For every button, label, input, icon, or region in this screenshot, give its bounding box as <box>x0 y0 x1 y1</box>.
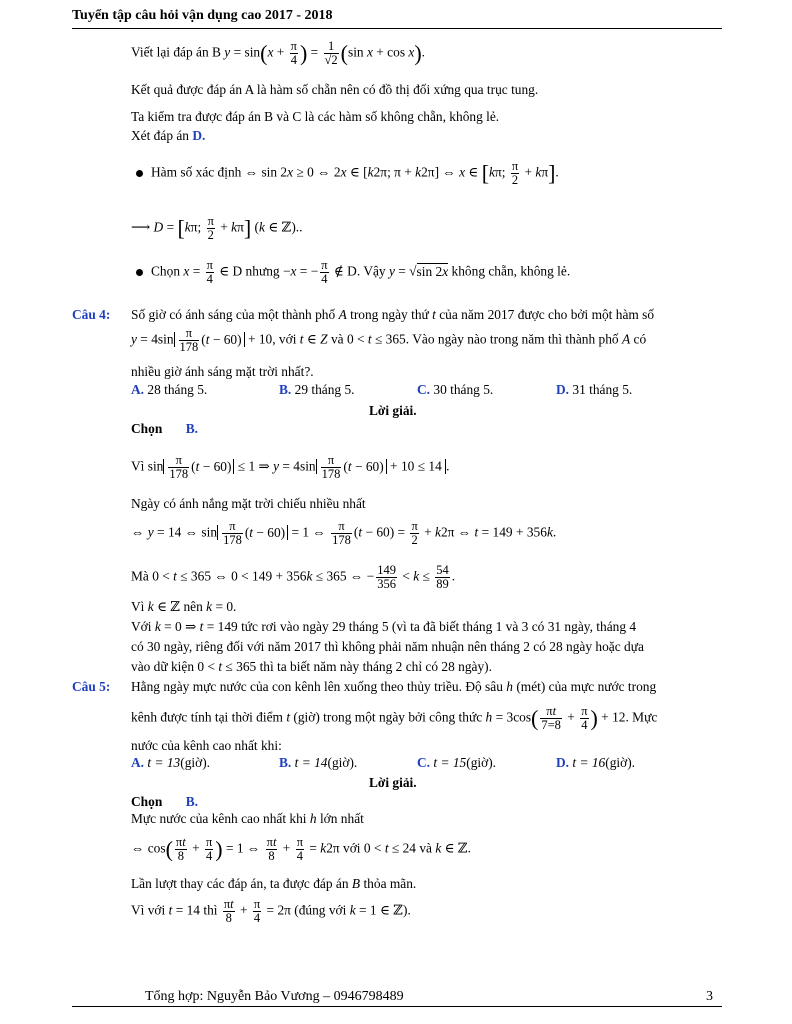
q4-label: Câu 4: <box>72 307 111 322</box>
q4-line3: vào dữ kiện 0 < t ≤ 365 thì ta biết năm này tháng 2 chỉ có 28 ngày). <box>131 659 492 674</box>
footer-author: Tổng hợp: Nguyễn Bảo Vương – 0946798489 <box>145 989 404 1004</box>
q5-eq: ⇔ cos( $\frac{\pi t}{8}$ + $\frac{\pi}{4}$ ) = 1 ⇔ $\frac{\pi t}{8}$ + $\frac{\pi}{4}$ = k2π với 0 < t ≤ 24 và k ∈ ℤ. <box>131 835 472 864</box>
q4-line2: có 30 ngày, riêng đối với năm 2017 thì không phải năm nhuận nên tháng 2 có 28 ngày hoặc dựa <box>131 639 644 654</box>
q4-chon: Chọn B. <box>131 421 198 436</box>
q5-vivoi: Vì với t = 14 thì $\frac{\pi t}{8}$ + $\frac{\pi}{4}$ = 2π (đúng với k = 1 ∈ ℤ). <box>131 897 411 926</box>
q5-text-1: Hằng ngày mực nước của con kênh lên xuống theo thủy triều. Độ sâu h (mét) của mực nước trong <box>131 679 657 694</box>
line-bc: Ta kiểm tra được đáp án B và C là các hàm số không chẵn, không lẻ. <box>131 109 500 124</box>
q5-lanluot: Lần lượt thay các đáp án, ta được đáp án B thỏa mãn. <box>131 876 417 891</box>
q5-option-d: D. t = 16(giờ). <box>556 755 635 770</box>
line-a: Kết quả được đáp án A là hàm số chẵn nên có đồ thị đối xứng qua trục tung. <box>131 82 539 97</box>
page-number: 3 <box>706 989 713 1004</box>
q4-text-1: Số giờ có ánh sáng của một thành phố A trong ngày thứ t của năm 2017 được cho bởi một hàm số <box>131 307 655 322</box>
q4-eq: ⇔ y = 14 ⇔ sin $\frac{\pi}{178}$ (t − 60) = 1 ⇔ $\frac{\pi}{178}$ (t − 60) = $\frac{\pi}{2}$ + k2π ⇔ t = 149 + 356k. <box>131 519 557 548</box>
q4-vi2: Vì k ∈ ℤ nên k = 0. <box>131 599 237 614</box>
q4-text-3: nhiều giờ ánh sáng mặt trời nhất?. <box>131 364 314 379</box>
page-header: Tuyển tập câu hỏi vận dụng cao 2017 - 2018 <box>72 8 333 23</box>
footer-rule <box>72 1006 722 1007</box>
bullet-chon: Chọn x = $\frac{\pi}{4}$ ∈ D nhưng −x = − $\frac{\pi}{4}$ ∉ D. Vậy y = √sin 2x không chẵn, không lẻ. <box>136 259 570 286</box>
xet-line: Xét đáp án D. <box>131 128 206 143</box>
bullet-icon <box>136 170 143 177</box>
q4-vi: Vì sin $\frac{\pi}{178}$ (t − 60) ≤ 1 ⇒ y = 4sin $\frac{\pi}{178}$ (t − 60) + 10 ≤ 14 . <box>131 453 450 482</box>
q5-solution-title: Lời giải. <box>369 775 417 790</box>
q4-ngay: Ngày có ánh nắng mặt trời chiếu nhiều nhất <box>131 496 366 511</box>
q5-label: Câu 5: <box>72 679 111 694</box>
q4-option-b: B. 29 tháng 5. <box>279 382 355 397</box>
q4-option-a: A. 28 tháng 5. <box>131 382 208 397</box>
header-rule <box>72 28 722 29</box>
q5-muc: Mực nước của kênh cao nhất khi h lớn nhất <box>131 811 364 826</box>
q4-option-c: C. 30 tháng 5. <box>417 382 494 397</box>
q4-ma: Mà 0 < t ≤ 365 ⇔ 0 < 149 + 356k ≤ 365 ⇔ − $\frac{149}{356}$ < k ≤ $\frac{54}{89}$ . <box>131 563 456 592</box>
q5-option-c: C. t = 15(giờ). <box>417 755 496 770</box>
q4-voi: Với k = 0 ⇒ t = 149 tức rơi vào ngày 29 tháng 5 (vì ta đã biết tháng 1 và 3 có 31 ngày, tháng 4 <box>131 619 637 634</box>
q5-text-2: kênh được tính tại thời điểm t (giờ) trong một ngày bởi công thức h = 3cos( $\frac{\pi t}{7=8}$ + $\frac{\pi}{4}$ ) + 12. Mực <box>131 704 658 733</box>
q5-text-3: nước của kênh cao nhất khi: <box>131 738 282 753</box>
q4-solution-title: Lời giải. <box>369 403 417 418</box>
q4-text-2: y = 4sin $\frac{\pi}{178}$ (t − 60) + 10, với t ∈ Z và 0 < t ≤ 365. Vào ngày nào trong năm thì thành phố A có <box>131 326 647 355</box>
q4-option-d: D. 31 tháng 5. <box>556 382 633 397</box>
bullet-icon <box>136 269 143 276</box>
rewrite-b-line: Viết lại đáp án B y = sin(x + $\frac{\pi}{4}$ ) = $\frac{1}{√2}$ (sin x + cos x). <box>131 39 426 68</box>
q5-chon: Chọn B. <box>131 794 198 809</box>
q5-option-b: B. t = 14(giờ). <box>279 755 358 770</box>
q5-option-a: A. t = 13(giờ). <box>131 755 210 770</box>
bullet-domain: Hàm số xác định ⇔ sin 2x ≥ 0 ⇔ 2x ∈ [k2π; π + k2π] ⇔ x ∈ [kπ; $\frac{\pi}{2}$ + kπ]. <box>136 160 559 187</box>
domain-result: ⟶ D = [kπ; $\frac{\pi}{2}$ + kπ] (k ∈ ℤ).. <box>131 214 303 243</box>
